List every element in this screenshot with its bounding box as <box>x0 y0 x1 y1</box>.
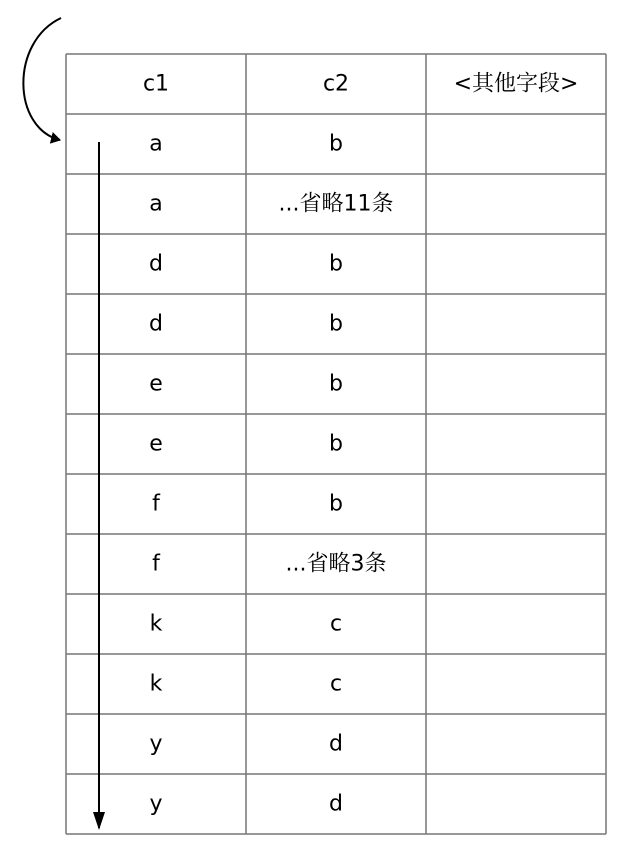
table-cell: ...省略3条 <box>285 551 387 577</box>
table-cell: b <box>329 311 343 337</box>
table-cell: a <box>149 131 163 157</box>
table-cell: c <box>329 671 343 697</box>
scan-arrow-head <box>93 812 105 830</box>
column-header: c2 <box>322 71 350 97</box>
table-cell: y <box>149 791 163 817</box>
table-cell: a <box>149 191 163 217</box>
table-cell: e <box>149 371 163 397</box>
table-cell: b <box>329 431 343 457</box>
table-cell: b <box>329 251 343 277</box>
table-cells <box>143 72 578 817</box>
table-cell: b <box>329 371 343 397</box>
table-cell: d <box>329 731 343 757</box>
table-cell: f <box>152 491 160 517</box>
table-cell: f <box>152 551 160 577</box>
table-cell: ...省略11条 <box>278 191 394 217</box>
table-cell: k <box>149 671 163 697</box>
table-cell: d <box>149 251 163 277</box>
table-cell: y <box>149 731 163 757</box>
table-cell: c <box>329 611 343 637</box>
table-cell: k <box>149 611 163 637</box>
table-cell: d <box>149 311 163 337</box>
column-header: <其他字段> <box>453 71 579 97</box>
column-header: c1 <box>142 71 170 97</box>
table-cell: e <box>149 431 163 457</box>
table-cell: b <box>329 491 343 517</box>
table-cell: b <box>329 131 343 157</box>
loop-arrow <box>23 18 61 140</box>
table-cell: d <box>329 791 343 817</box>
